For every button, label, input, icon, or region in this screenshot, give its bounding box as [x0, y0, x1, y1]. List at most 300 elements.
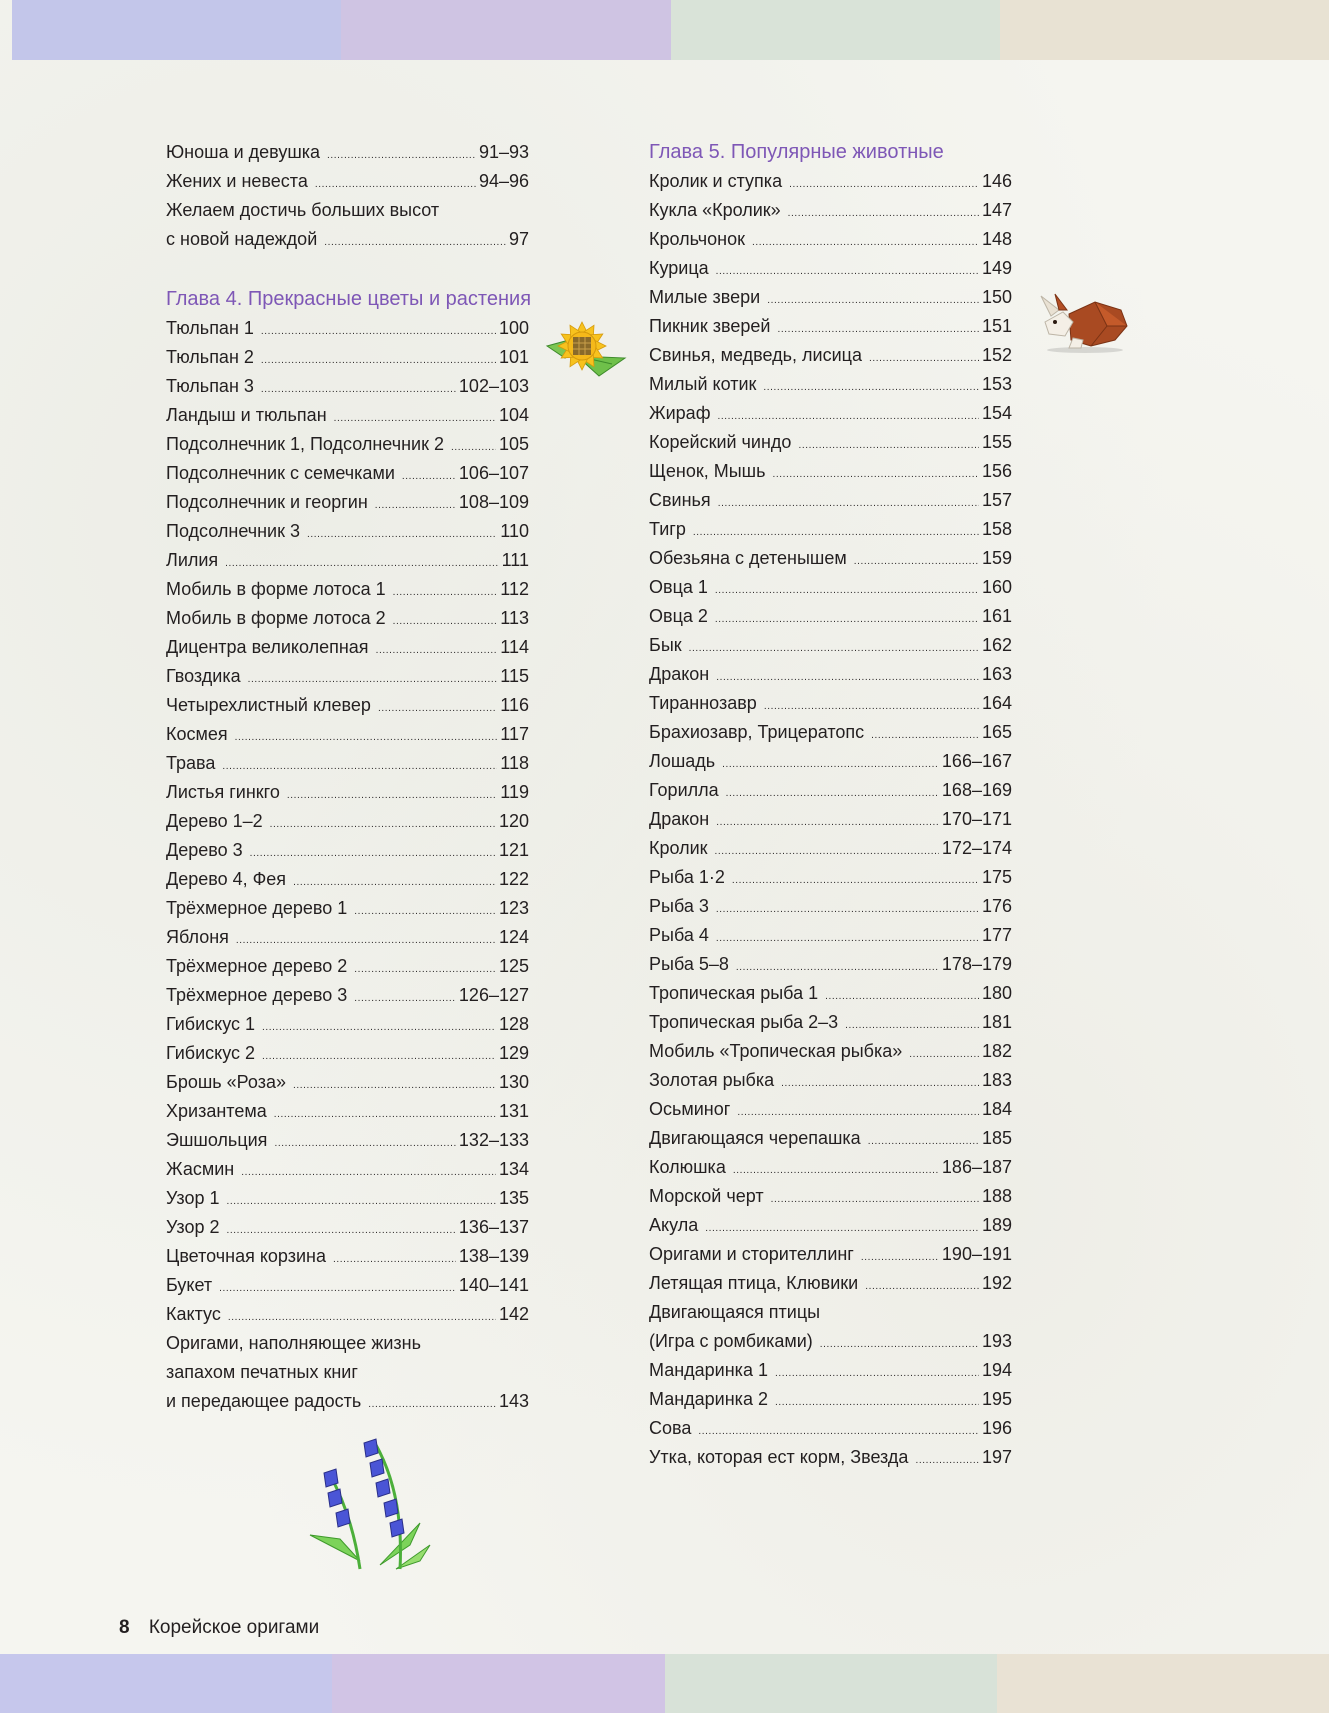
toc-entry[interactable]: [649, 1269, 1012, 1298]
toc-entry[interactable]: [166, 1155, 529, 1184]
toc-entry-title: Жираф: [649, 403, 711, 423]
toc-entry[interactable]: [166, 894, 529, 923]
toc-entry[interactable]: [166, 1242, 529, 1271]
toc-entry[interactable]: [166, 488, 529, 517]
toc-entry[interactable]: [649, 1066, 1012, 1095]
toc-entry-page: 94–96: [478, 171, 529, 191]
toc-entry-title: Дицентра великолепная: [166, 637, 369, 657]
toc-entry[interactable]: [649, 167, 1012, 196]
toc-entry-title: Акула: [649, 1215, 699, 1235]
dot-leader: [333, 1245, 456, 1274]
dot-leader: [715, 605, 979, 634]
dot-leader: [718, 402, 979, 431]
toc-entry-title: Цветочная корзина: [166, 1246, 326, 1266]
dot-leader: [262, 1042, 496, 1071]
toc-entry-title: Курица: [649, 258, 709, 278]
toc-entry-title: Дерево 1–2: [166, 811, 263, 831]
toc-entry[interactable]: [649, 544, 1012, 573]
dot-leader: [716, 895, 979, 924]
dot-leader: [274, 1100, 496, 1129]
toc-entry[interactable]: [166, 430, 529, 459]
toc-entry-title: Юноша и девушка: [166, 142, 321, 162]
toc-entry[interactable]: [166, 633, 529, 662]
band-segment: [997, 1654, 1329, 1713]
toc-entry[interactable]: [166, 314, 529, 343]
dot-leader: [763, 373, 979, 402]
toc-entry-page: 105: [498, 434, 529, 454]
dot-leader: [225, 549, 498, 578]
toc-entry-title: Овца 1: [649, 577, 708, 597]
toc-entry-title-line: Оригами, наполняющее жизнь: [166, 1333, 421, 1353]
dot-leader: [788, 199, 979, 228]
toc-right-column: [649, 138, 1012, 1472]
toc-entry-title: Трава: [166, 753, 216, 773]
toc-entry[interactable]: [166, 807, 529, 836]
dot-leader: [771, 1185, 979, 1214]
toc-entry[interactable]: [649, 1327, 1012, 1356]
toc-entry[interactable]: [166, 517, 529, 546]
dot-leader: [868, 1127, 979, 1156]
chapter-5-entries: [649, 167, 1012, 1298]
toc-entry-title: Рыба 5–8: [649, 954, 729, 974]
toc-entry-title: Листья гинкго: [166, 782, 280, 802]
toc-entry-title: Узор 2: [166, 1217, 220, 1237]
toc-entry[interactable]: [166, 604, 529, 633]
dot-leader: [736, 953, 939, 982]
dot-leader: [262, 1013, 496, 1042]
toc-entry-page: 172–174: [941, 838, 1012, 858]
dot-leader: [869, 344, 979, 373]
chapter-4-heading: Глава 4. Прекрасные цветы и растения: [166, 288, 532, 310]
toc-entry-page: 192: [981, 1273, 1012, 1293]
toc-entry-title: Дерево 3: [166, 840, 243, 860]
toc-entry-title: Лошадь: [649, 751, 716, 771]
toc-entry-title: Рыба 1·2: [649, 867, 725, 887]
dot-leader: [261, 317, 496, 346]
toc-entry[interactable]: [649, 892, 1012, 921]
dot-leader: [798, 431, 979, 460]
toc-entry-title: Милый котик: [649, 374, 757, 394]
toc-entry[interactable]: [649, 312, 1012, 341]
dot-leader: [732, 866, 979, 895]
dot-leader: [376, 636, 498, 665]
toc-entry[interactable]: [166, 1010, 529, 1039]
rabbit-icon: [1035, 292, 1131, 354]
chapter-4-entries: [166, 314, 529, 1329]
toc-entry-title: Подсолнечник 3: [166, 521, 300, 541]
toc-entry[interactable]: [649, 196, 1012, 225]
toc-entry-page: 153: [981, 374, 1012, 394]
toc-entry-page: 125: [498, 956, 529, 976]
dot-leader: [324, 228, 506, 257]
toc-entry-title: Кролик и ступка: [649, 171, 783, 191]
dot-leader: [227, 1216, 456, 1245]
toc-entry-page: 132–133: [458, 1130, 529, 1150]
toc-entry-page: 111: [501, 550, 529, 570]
toc-entry-title: Сова: [649, 1418, 692, 1438]
toc-entry[interactable]: [166, 343, 529, 372]
dot-leader: [402, 462, 456, 491]
dot-leader: [781, 1069, 979, 1098]
toc-entry[interactable]: [166, 691, 529, 720]
dot-leader: [775, 1388, 979, 1417]
toc-entry-page: 122: [498, 869, 529, 889]
toc-entry-page: 152: [981, 345, 1012, 365]
toc-entry-page: 189: [981, 1215, 1012, 1235]
toc-entry[interactable]: [649, 254, 1012, 283]
toc-entry-title: Милые звери: [649, 287, 761, 307]
toc-entry-title: Мандаринка 1: [649, 1360, 768, 1380]
toc-entry-page: 115: [500, 666, 529, 686]
band-segment: [665, 1654, 997, 1713]
dot-leader: [354, 984, 456, 1013]
toc-entry[interactable]: [649, 805, 1012, 834]
toc-entry[interactable]: [649, 1356, 1012, 1385]
toc-entry[interactable]: [166, 778, 529, 807]
toc-entry-page: 128: [498, 1014, 529, 1034]
toc-entry-page: 159: [981, 548, 1012, 568]
toc-entry-page: 161: [981, 606, 1012, 626]
toc-entry[interactable]: [166, 923, 529, 952]
toc-entry[interactable]: [649, 834, 1012, 863]
toc-entry[interactable]: [649, 863, 1012, 892]
band-segment: [1000, 0, 1329, 60]
toc-multiline-entry[interactable]: [166, 196, 529, 254]
toc-entry[interactable]: [166, 225, 529, 254]
toc-entry[interactable]: [649, 718, 1012, 747]
toc-entry-title: Дракон: [649, 809, 710, 829]
toc-entry[interactable]: [166, 401, 529, 430]
toc-entry[interactable]: [649, 1443, 1012, 1472]
toc-entry-page: 104: [498, 405, 529, 425]
toc-entry[interactable]: [166, 662, 529, 691]
toc-entry-page: 184: [981, 1099, 1012, 1119]
toc-entry[interactable]: [649, 1037, 1012, 1066]
dot-leader: [393, 607, 498, 636]
toc-entry[interactable]: [649, 1153, 1012, 1182]
toc-entry[interactable]: [166, 546, 529, 575]
toc-entry-page: 112: [500, 579, 529, 599]
dot-leader: [287, 781, 497, 810]
toc-entry-title-line: Желаем достичь больших высот: [166, 200, 440, 220]
toc-entry-title: Трёхмерное дерево 1: [166, 898, 348, 918]
toc-entry[interactable]: [649, 1414, 1012, 1443]
toc-entry[interactable]: [166, 749, 529, 778]
toc-entry-title: Свинья: [649, 490, 711, 510]
dot-leader: [274, 1129, 455, 1158]
dot-leader: [315, 170, 476, 199]
dot-leader: [236, 926, 496, 955]
toc-entry-title: Трёхмерное дерево 3: [166, 985, 348, 1005]
toc-entry-page: 194: [981, 1360, 1012, 1380]
toc-entry[interactable]: [649, 689, 1012, 718]
toc-entry[interactable]: [649, 573, 1012, 602]
toc-entry-page: 176: [981, 896, 1012, 916]
toc-entry[interactable]: [649, 1182, 1012, 1211]
toc-entry[interactable]: [649, 341, 1012, 370]
dot-leader: [871, 721, 979, 750]
toc-entry-title: Тираннозавр: [649, 693, 757, 713]
toc-entry-title: Тропическая рыба 2–3: [649, 1012, 839, 1032]
toc-entry[interactable]: [166, 865, 529, 894]
dot-leader: [726, 779, 939, 808]
dot-leader: [716, 808, 939, 837]
toc-entry-title: Брошь «Роза»: [166, 1072, 286, 1092]
dot-leader: [775, 1359, 979, 1388]
toc-entry-page: 118: [500, 753, 529, 773]
toc-entry-title: с новой надеждой: [166, 229, 318, 249]
toc-entry[interactable]: [649, 399, 1012, 428]
toc-entry-page: 135: [498, 1188, 529, 1208]
toc-entry-page: 146: [981, 171, 1012, 191]
dot-leader: [368, 1390, 496, 1419]
toc-entry-page: 186–187: [941, 1157, 1012, 1177]
toc-entry[interactable]: [166, 138, 529, 167]
toc-entry[interactable]: [166, 720, 529, 749]
toc-entry[interactable]: [166, 1068, 529, 1097]
toc-entry[interactable]: [166, 1300, 529, 1329]
toc-entry-page: 91–93: [478, 142, 529, 162]
dot-leader: [228, 1303, 496, 1332]
top-color-band: [12, 0, 1329, 60]
toc-entry-page: 196: [981, 1418, 1012, 1438]
toc-entry[interactable]: [166, 372, 529, 401]
toc-entry-page: 156: [981, 461, 1012, 481]
toc-entry[interactable]: [649, 457, 1012, 486]
toc-entry-title: Гвоздика: [166, 666, 241, 686]
dot-leader: [722, 750, 939, 779]
toc-entry-title: Рыба 4: [649, 925, 709, 945]
dot-leader: [248, 665, 498, 694]
toc-entry[interactable]: [649, 515, 1012, 544]
toc-entry-page: 193: [981, 1331, 1012, 1351]
toc-entry[interactable]: [166, 1184, 529, 1213]
toc-entry[interactable]: [649, 1240, 1012, 1269]
dot-leader: [451, 433, 496, 462]
toc-entry-title: Обезьяна с детенышем: [649, 548, 847, 568]
dot-leader: [716, 924, 979, 953]
toc-entry[interactable]: [649, 225, 1012, 254]
toc-entry-title: Тюльпан 3: [166, 376, 254, 396]
toc-entry[interactable]: [166, 1213, 529, 1242]
toc-entry-title: Свинья, медведь, лисица: [649, 345, 862, 365]
dot-leader: [845, 1011, 979, 1040]
toc-entry-page: 166–167: [941, 751, 1012, 771]
toc-entry-page: 147: [981, 200, 1012, 220]
toc-entry-page: 163: [981, 664, 1012, 684]
toc-entry-title: Летящая птица, Клювики: [649, 1273, 859, 1293]
toc-entry-page: 131: [498, 1101, 529, 1121]
toc-multiline-entry[interactable]: [649, 1298, 1012, 1356]
toc-entry-page: 108–109: [458, 492, 529, 512]
toc-entry-title: Пикник зверей: [649, 316, 771, 336]
toc-entry-title: Кактус: [166, 1304, 221, 1324]
dot-leader: [354, 897, 496, 926]
toc-entry-page: 155: [981, 432, 1012, 452]
dot-leader: [270, 810, 496, 839]
toc-entry[interactable]: [649, 1211, 1012, 1240]
toc-entry-page: 114: [500, 637, 529, 657]
dot-leader: [375, 491, 456, 520]
toc-entry-title: Подсолнечник 1, Подсолнечник 2: [166, 434, 444, 454]
toc-entry-title: Тигр: [649, 519, 686, 539]
toc-entry-title: Брахиозавр, Трицератопс: [649, 722, 865, 742]
dot-leader: [307, 520, 497, 549]
toc-entry-page: 134: [498, 1159, 529, 1179]
toc-entry[interactable]: [166, 1097, 529, 1126]
dot-leader: [393, 578, 498, 607]
dot-leader: [219, 1274, 456, 1303]
toc-entry-page: 181: [981, 1012, 1012, 1032]
dot-leader: [716, 663, 979, 692]
dot-leader: [767, 286, 979, 315]
chapter-5-entries-continued: [649, 1356, 1012, 1472]
book-title: Корейское оригами: [148, 1617, 320, 1638]
dot-leader: [820, 1330, 979, 1359]
dot-leader: [293, 1071, 496, 1100]
toc-entry[interactable]: [649, 979, 1012, 1008]
toc-entry[interactable]: [649, 631, 1012, 660]
toc-entry-title: Горилла: [649, 780, 719, 800]
chapter-5-heading: Глава 5. Популярные животные: [649, 141, 944, 163]
toc-entry-title: Эшшольция: [166, 1130, 268, 1150]
dot-leader: [241, 1158, 496, 1187]
toc-entry[interactable]: [166, 575, 529, 604]
dot-leader: [772, 460, 978, 489]
dot-leader: [235, 723, 498, 752]
toc-entry-title: Кролик: [649, 838, 708, 858]
dot-leader: [715, 576, 979, 605]
toc-entry[interactable]: [649, 1385, 1012, 1414]
toc-entry[interactable]: [649, 1124, 1012, 1153]
toc-entry-title: Мандаринка 2: [649, 1389, 768, 1409]
toc-entry-page: 177: [981, 925, 1012, 945]
toc-entry-title: Бык: [649, 635, 682, 655]
toc-entry[interactable]: [166, 167, 529, 196]
toc-entry-title: Тюльпан 1: [166, 318, 254, 338]
toc-entry[interactable]: [166, 952, 529, 981]
dot-leader: [716, 257, 979, 286]
toc-entry[interactable]: [649, 283, 1012, 312]
dot-leader: [334, 404, 496, 433]
toc-entry-title: Гибискус 1: [166, 1014, 256, 1034]
toc-entry-page: 126–127: [458, 985, 529, 1005]
toc-entry-page: 138–139: [458, 1246, 529, 1266]
toc-entry-title: Ландыш и тюльпан: [166, 405, 327, 425]
toc-entry-title: Рыба 3: [649, 896, 709, 916]
toc-entry[interactable]: [649, 602, 1012, 631]
toc-entry-page: 119: [500, 782, 529, 802]
toc-entry[interactable]: [649, 486, 1012, 515]
toc-entry-title: Букет: [166, 1275, 213, 1295]
toc-entry[interactable]: [649, 950, 1012, 979]
dot-leader: [861, 1243, 939, 1272]
toc-entry[interactable]: [166, 981, 529, 1010]
toc-intro-entries: [166, 138, 529, 196]
band-segment: [341, 0, 670, 60]
toc-entry-title: Овца 2: [649, 606, 708, 626]
dot-leader: [354, 955, 496, 984]
toc-entry-page: 121: [498, 840, 529, 860]
dot-leader: [915, 1446, 979, 1475]
toc-entry-title: Мобиль в форме лотоса 2: [166, 608, 386, 628]
toc-entry-title: Жених и невеста: [166, 171, 308, 191]
toc-entry-page: 117: [500, 724, 529, 744]
toc-entry-title: Гибискус 2: [166, 1043, 256, 1063]
band-segment: [332, 1654, 664, 1713]
toc-entry-title: Щенок, Мышь: [649, 461, 766, 481]
dot-leader: [378, 694, 497, 723]
toc-entry[interactable]: [649, 428, 1012, 457]
toc-entry-title: Оригами и сторителлинг: [649, 1244, 854, 1264]
dot-leader: [733, 1156, 939, 1185]
toc-entry[interactable]: [166, 1387, 529, 1416]
toc-entry-title: Узор 1: [166, 1188, 220, 1208]
toc-entry-page: 180: [981, 983, 1012, 1003]
toc-entry-page: 101: [498, 347, 529, 367]
toc-entry-page: 150: [981, 287, 1012, 307]
toc-entry-title: Морской черт: [649, 1186, 764, 1206]
toc-entry-page: 97: [508, 229, 529, 249]
toc-entry-title: Мобиль в форме лотоса 1: [166, 579, 386, 599]
toc-entry[interactable]: [649, 660, 1012, 689]
toc-entry[interactable]: [166, 836, 529, 865]
toc-entry-title: Мобиль «Тропическая рыбка»: [649, 1041, 903, 1061]
toc-entry-title: Яблоня: [166, 927, 229, 947]
dot-leader: [825, 982, 979, 1011]
toc-entry[interactable]: [649, 776, 1012, 805]
toc-entry-page: 120: [498, 811, 529, 831]
toc-entry-page: 190–191: [941, 1244, 1012, 1264]
toc-multiline-entry[interactable]: [166, 1329, 529, 1416]
toc-entry[interactable]: [649, 370, 1012, 399]
toc-entry-title: Подсолнечник с семечками: [166, 463, 395, 483]
toc-entry-title: Трёхмерное дерево 2: [166, 956, 348, 976]
toc-entry-title: Дракон: [649, 664, 710, 684]
toc-entry-page: 197: [981, 1447, 1012, 1467]
toc-entry-page: 151: [981, 316, 1012, 336]
toc-entry-page: 102–103: [458, 376, 529, 396]
toc-entry[interactable]: [166, 1039, 529, 1068]
toc-entry-page: 175: [981, 867, 1012, 887]
toc-entry-page: 165: [981, 722, 1012, 742]
toc-entry[interactable]: [166, 459, 529, 488]
toc-entry-page: 142: [498, 1304, 529, 1324]
toc-entry-title: Дерево 4, Фея: [166, 869, 287, 889]
toc-entry-title: Крольчонок: [649, 229, 746, 249]
dot-leader: [698, 1417, 979, 1446]
dot-leader: [227, 1187, 496, 1216]
toc-left-column: [166, 138, 532, 1416]
toc-entry-page: 136–137: [458, 1217, 529, 1237]
dot-leader: [909, 1040, 979, 1069]
toc-entry-page: 124: [498, 927, 529, 947]
dot-leader: [718, 489, 979, 518]
toc-entry-page: 157: [981, 490, 1012, 510]
toc-entry[interactable]: [166, 1126, 529, 1155]
toc-entry-title: Корейский чиндо: [649, 432, 792, 452]
page-footer: [119, 1617, 319, 1639]
toc-entry-page: 185: [981, 1128, 1012, 1148]
toc-entry-title: Осьминог: [649, 1099, 731, 1119]
toc-entry[interactable]: [166, 1271, 529, 1300]
toc-entry-title-line: запахом печатных книг: [166, 1362, 358, 1382]
toc-entry[interactable]: [649, 1008, 1012, 1037]
toc-entry[interactable]: [649, 921, 1012, 950]
toc-entry[interactable]: [649, 1095, 1012, 1124]
toc-entry[interactable]: [649, 747, 1012, 776]
toc-entry-title: Кукла «Кролик»: [649, 200, 781, 220]
